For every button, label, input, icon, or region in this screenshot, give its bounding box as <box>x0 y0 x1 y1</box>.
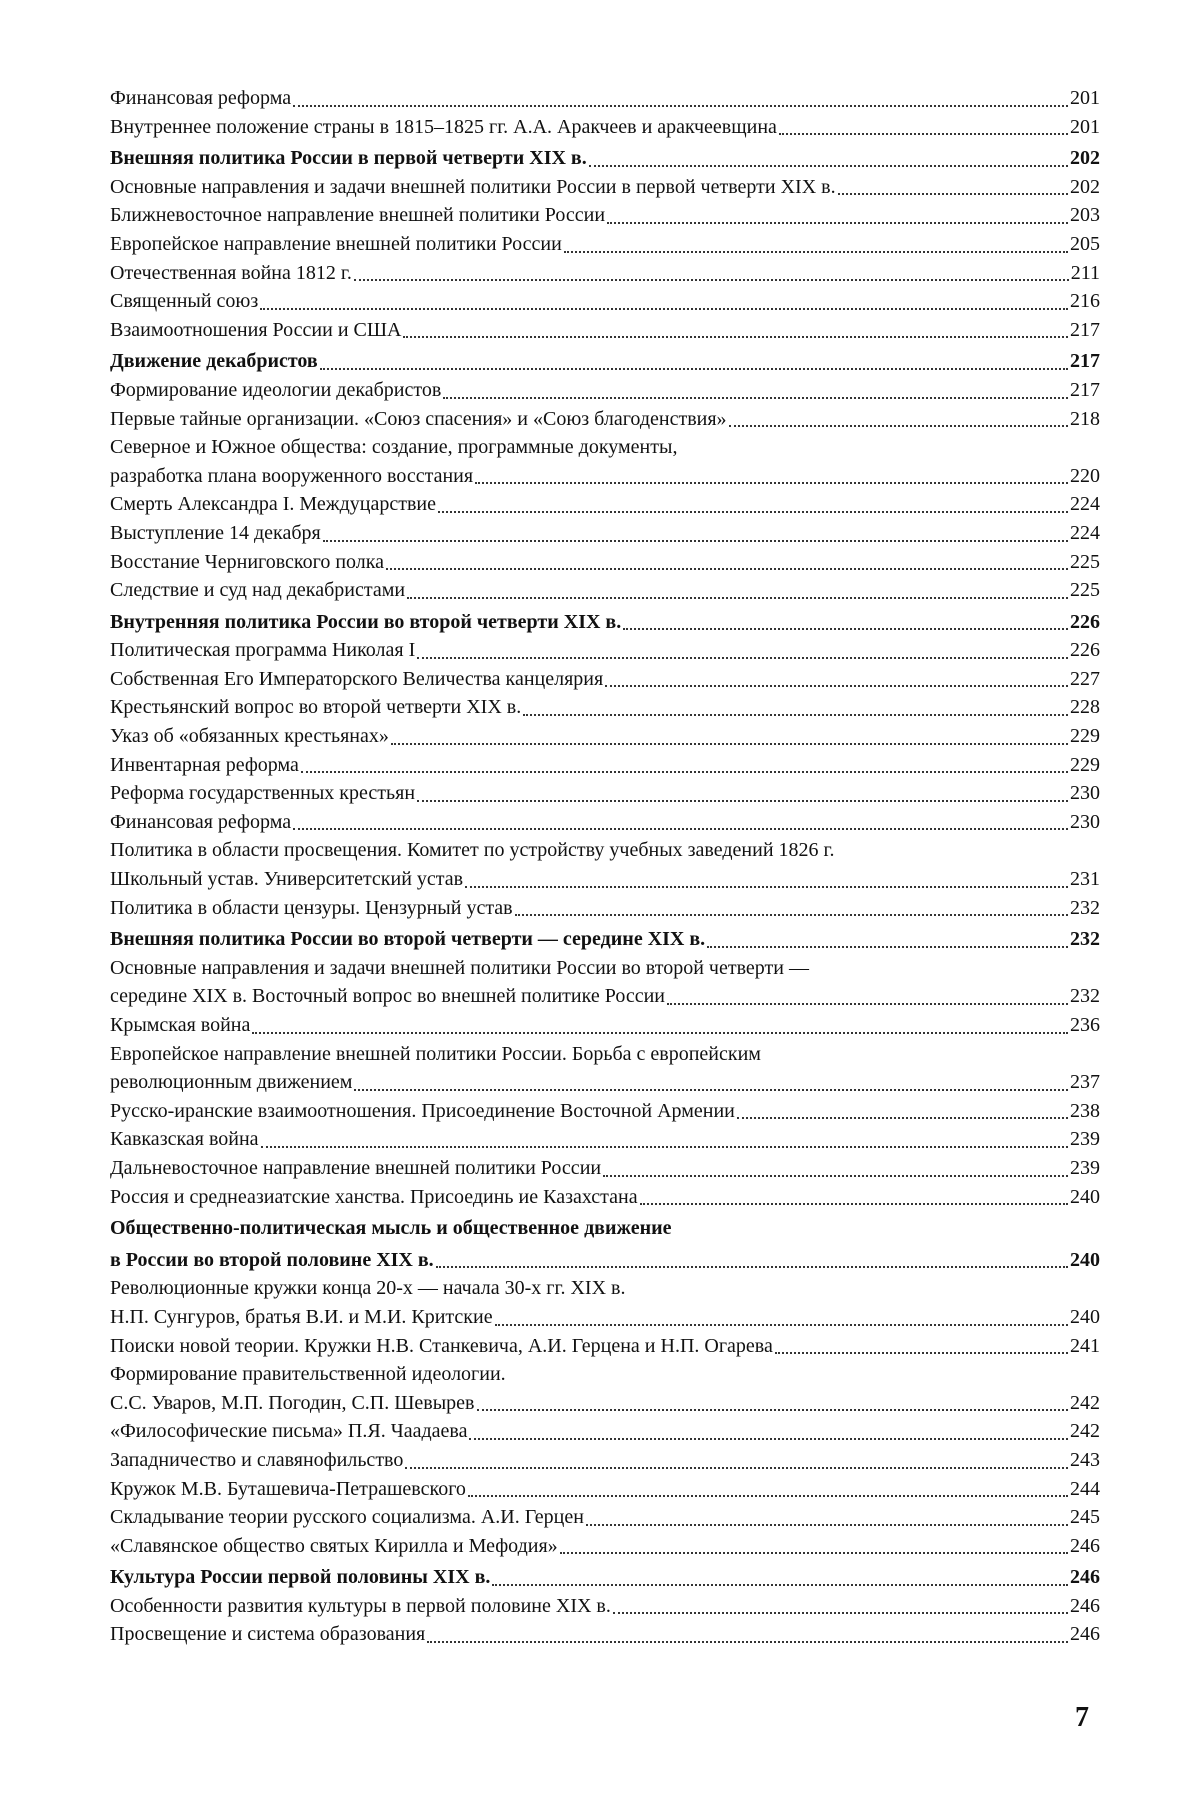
toc-entry-title: Первые тайные организации. «Союз спасения» и «Союз благоденствия» <box>110 407 727 430</box>
dot-leader <box>261 1146 1068 1148</box>
toc-entry <box>110 576 1100 605</box>
dot-leader <box>407 597 1068 599</box>
toc-entry <box>110 1097 1100 1126</box>
dot-leader <box>707 946 1068 948</box>
toc-entry-title: Русско-иранские взаимоотношения. Присоединение Восточной Армении <box>110 1099 735 1122</box>
dot-leader <box>354 1089 1068 1091</box>
toc-entry-page: 236 <box>1070 1014 1100 1036</box>
toc-entry-line: Основные направления и задачи внешней политики России во второй четверти — <box>110 956 809 979</box>
toc-entry <box>110 1503 1100 1532</box>
dot-leader <box>475 482 1068 484</box>
toc-entry-title: Складывание теории русского социализма. А.И. Герцен <box>110 1506 584 1529</box>
toc-entry-page: 232 <box>1070 985 1100 1008</box>
toc-entry <box>110 376 1100 405</box>
toc-entry-page: 246 <box>1070 1594 1100 1617</box>
toc-entry <box>110 1417 1100 1446</box>
toc-section-entry <box>110 608 1100 637</box>
toc-entry <box>110 751 1100 780</box>
toc-section-entry <box>110 144 1100 173</box>
dot-leader <box>775 1352 1068 1354</box>
toc-entry-page: 211 <box>1070 261 1100 284</box>
toc-entry-page: 218 <box>1070 407 1100 430</box>
dot-leader <box>469 1438 1068 1440</box>
toc-entry-title: Основные направления и задачи внешней политики России в первой четверти XIX в. <box>110 175 836 198</box>
toc-entry-title: Просвещение и система образования <box>110 1623 426 1646</box>
toc-entry-page: 201 <box>1070 87 1100 109</box>
toc-entry <box>110 519 1100 548</box>
table-of-contents <box>110 84 1100 1649</box>
toc-entry-page: 245 <box>1070 1506 1100 1529</box>
toc-entry <box>110 287 1100 316</box>
dot-leader <box>607 222 1068 224</box>
toc-entry-page: 225 <box>1070 579 1100 602</box>
toc-section-entry <box>110 347 1100 376</box>
toc-entry <box>110 1620 1100 1649</box>
toc-entry-page: 216 <box>1070 290 1100 313</box>
toc-entry <box>110 865 1100 894</box>
toc-entry-page: 240 <box>1070 1305 1100 1328</box>
toc-entry-title: Политическая программа Николая I <box>110 639 416 662</box>
dot-leader <box>260 308 1068 310</box>
dot-leader <box>252 1032 1068 1034</box>
toc-entry <box>110 1183 1100 1212</box>
toc-entry-title: Внешняя политика России во второй четверти — середине XIX в. <box>110 928 706 951</box>
toc-entry-page: 232 <box>1070 928 1100 951</box>
toc-entry-page: 202 <box>1070 147 1100 170</box>
toc-entry-title: Собственная Его Императорского Величества канцелярия <box>110 667 604 690</box>
toc-entry-title: Взаимоотношения России и США <box>110 318 402 341</box>
toc-entry-page: 230 <box>1070 810 1100 833</box>
toc-entry-title: Европейское направление внешней политики России <box>110 232 562 255</box>
dot-leader <box>729 425 1068 427</box>
toc-entry-title: Смерть Александра I. Междуцарствие <box>110 493 437 516</box>
dot-leader <box>354 279 1069 281</box>
dot-leader <box>436 1266 1068 1268</box>
dot-leader <box>589 165 1068 167</box>
toc-entry-page: 238 <box>1070 1099 1100 1122</box>
toc-entry-page: 227 <box>1070 667 1100 690</box>
toc-entry-title: Следствие и суд над декабристами <box>110 579 406 602</box>
toc-entry-page: 231 <box>1070 868 1100 891</box>
dot-leader <box>477 1409 1068 1411</box>
dot-leader <box>640 1203 1068 1205</box>
dot-leader <box>323 540 1068 542</box>
toc-entry-title: Восстание Черниговского полка <box>110 550 385 573</box>
toc-entry <box>110 894 1100 923</box>
toc-entry-title: Школьный устав. Университетский устав <box>110 868 464 891</box>
toc-entry-title: Дальневосточное направление внешней политики России <box>110 1156 602 1179</box>
toc-entry-title: Крестьянский вопрос во второй четверти XIX в. <box>110 696 522 719</box>
toc-entry <box>110 405 1100 434</box>
toc-entry-page: 229 <box>1070 725 1100 748</box>
toc-entry-page: 239 <box>1070 1156 1100 1179</box>
toc-entry <box>110 1532 1100 1561</box>
toc-entry-page: 241 <box>1070 1334 1100 1357</box>
toc-entry-page: 240 <box>1070 1248 1100 1271</box>
toc-section-entry <box>110 1563 1100 1592</box>
dot-leader <box>564 251 1068 253</box>
toc-entry-page: 242 <box>1070 1420 1100 1443</box>
toc-entry-line: Европейское направление внешней политики России. Борьба с европейским <box>110 1042 761 1065</box>
toc-entry-page: 246 <box>1070 1534 1100 1557</box>
toc-entry <box>110 1068 1100 1097</box>
toc-entry-title: Внутреннее положение страны в 1815–1825 гг. А.А. Аракчеев и аракчеевщина <box>110 115 777 138</box>
toc-entry <box>110 1011 1100 1040</box>
toc-entry-title: С.С. Уваров, М.П. Погодин, С.П. Шевырев <box>110 1391 475 1414</box>
toc-entry <box>110 1475 1100 1504</box>
dot-leader <box>386 568 1068 570</box>
toc-entry-page: 202 <box>1070 175 1100 198</box>
toc-entry-title: Указ об «обязанных крестьянах» <box>110 725 389 748</box>
toc-entry-title: Священный союз <box>110 290 259 313</box>
toc-section-heading-line: Общественно-политическая мысль и общественное движение <box>110 1217 672 1240</box>
dot-leader <box>495 1324 1068 1326</box>
dot-leader <box>603 1175 1068 1177</box>
dot-leader <box>405 1467 1068 1469</box>
toc-entry-title: Н.П. Сунгуров, братья В.И. и М.И. Критские <box>110 1305 493 1328</box>
dot-leader <box>492 1584 1068 1586</box>
toc-entry <box>110 316 1100 345</box>
toc-entry <box>110 1332 1100 1361</box>
toc-entry <box>110 113 1100 142</box>
dot-leader <box>468 1495 1068 1497</box>
dot-leader <box>605 685 1068 687</box>
toc-entry-title: разработка плана вооруженного восстания <box>110 464 474 487</box>
dot-leader <box>623 628 1068 630</box>
dot-leader <box>301 771 1068 773</box>
toc-entry <box>110 490 1100 519</box>
toc-entry <box>110 173 1100 202</box>
toc-entry-title: середине XIX в. Восточный вопрос во внешней политике России <box>110 985 665 1008</box>
toc-entry <box>110 230 1100 259</box>
dot-leader <box>586 1524 1068 1526</box>
toc-entry-title: Поиски новой теории. Кружки Н.В. Станкевича, А.И. Герцена и Н.П. Огарева <box>110 1334 773 1357</box>
toc-entry <box>110 201 1100 230</box>
toc-entry-line: Политика в области просвещения. Комитет по устройству учебных заведений 1826 г. <box>110 839 835 862</box>
toc-entry-title: Отечественная война 1812 г. <box>110 261 352 284</box>
toc-entry-title: Выступление 14 декабря <box>110 521 321 544</box>
toc-entry-page: 237 <box>1070 1071 1100 1094</box>
toc-entry-title: в России во второй половине XIX в. <box>110 1248 434 1271</box>
toc-entry-line: Революционные кружки конца 20-х — начала 30-х гг. XIX в. <box>110 1277 626 1300</box>
toc-entry-title: Россия и среднеазиатские ханства. Присоединь ие Казахстана <box>110 1185 638 1208</box>
toc-entry-title: «Философические письма» П.Я. Чаадаева <box>110 1420 468 1443</box>
toc-entry <box>110 1125 1100 1154</box>
toc-entry-page: 226 <box>1070 610 1100 633</box>
toc-entry-title: Кавказская война <box>110 1128 259 1151</box>
dot-leader <box>438 511 1068 513</box>
toc-entry <box>110 548 1100 577</box>
toc-entry-page: 229 <box>1070 753 1100 776</box>
toc-entry-line: Формирование правительственной идеологии. <box>110 1363 506 1386</box>
toc-entry <box>110 693 1100 722</box>
toc-entry-page: 217 <box>1070 350 1100 373</box>
dot-leader <box>293 105 1068 107</box>
dot-leader <box>779 133 1068 135</box>
dot-leader <box>465 886 1068 888</box>
toc-entry-page: 225 <box>1070 550 1100 573</box>
dot-leader <box>443 397 1068 399</box>
toc-entry-title: Внешняя политика России в первой четверти XIX в. <box>110 147 587 170</box>
toc-entry-page: 242 <box>1070 1391 1100 1414</box>
toc-entry-page: 224 <box>1070 521 1100 544</box>
dot-leader <box>613 1612 1068 1614</box>
page-number: 7 <box>1075 1702 1089 1733</box>
toc-entry <box>110 1446 1100 1475</box>
toc-entry-page: 230 <box>1070 782 1100 805</box>
toc-entry <box>110 1389 1100 1418</box>
dot-leader <box>838 193 1068 195</box>
dot-leader <box>427 1641 1068 1643</box>
toc-entry-page: 224 <box>1070 493 1100 516</box>
toc-entry-page: 246 <box>1070 1623 1100 1646</box>
toc-entry <box>110 1592 1100 1621</box>
toc-entry-title: Западничество и славянофильство <box>110 1448 404 1471</box>
toc-entry-title: Формирование идеологии декабристов <box>110 378 442 401</box>
toc-entry-page: 217 <box>1070 318 1100 341</box>
toc-entry <box>110 259 1100 288</box>
toc-entry-title: Реформа государственных крестьян <box>110 782 416 805</box>
toc-entry-title: Финансовая реформа <box>110 87 292 109</box>
toc-entry-page: 201 <box>1070 115 1100 138</box>
dot-leader <box>293 828 1068 830</box>
toc-section-entry <box>110 925 1100 954</box>
dot-leader <box>417 800 1068 802</box>
toc-entry <box>110 462 1100 491</box>
dot-leader <box>523 714 1068 716</box>
toc-entry-title: Крымская война <box>110 1014 251 1036</box>
dot-leader <box>320 368 1068 370</box>
dot-leader <box>737 1117 1068 1119</box>
toc-entry-title: «Славянское общество святых Кирилла и Мефодия» <box>110 1534 558 1557</box>
toc-entry-page: 217 <box>1070 378 1100 401</box>
toc-entry-page: 203 <box>1070 204 1100 227</box>
toc-entry-page: 228 <box>1070 696 1100 719</box>
dot-leader <box>417 657 1068 659</box>
dot-leader <box>515 914 1068 916</box>
toc-section-entry <box>110 1246 1100 1275</box>
toc-entry-page: 220 <box>1070 464 1100 487</box>
toc-entry-page: 226 <box>1070 639 1100 662</box>
dot-leader <box>391 743 1068 745</box>
toc-entry-page: 205 <box>1070 232 1100 255</box>
toc-entry-title: Движение декабристов <box>110 350 318 373</box>
toc-entry <box>110 665 1100 694</box>
toc-entry-line: Северное и Южное общества: создание, программные документы, <box>110 436 678 459</box>
toc-entry-title: Ближневосточное направление внешней политики России <box>110 204 606 227</box>
toc-entry-title: Финансовая реформа <box>110 810 292 833</box>
toc-entry-page: 243 <box>1070 1448 1100 1471</box>
toc-entry-title: Особенности развития культуры в первой половине XIX в. <box>110 1594 611 1617</box>
toc-entry <box>110 779 1100 808</box>
toc-entry-page: 244 <box>1070 1477 1100 1500</box>
toc-entry <box>110 722 1100 751</box>
toc-entry <box>110 1154 1100 1183</box>
toc-entry-page: 239 <box>1070 1128 1100 1151</box>
toc-entry <box>110 982 1100 1011</box>
toc-entry <box>110 1303 1100 1332</box>
toc-entry-page: 246 <box>1070 1566 1100 1589</box>
toc-entry-page: 240 <box>1070 1185 1100 1208</box>
toc-entry-title: Внутренняя политика России во второй четверти XIX в. <box>110 610 622 633</box>
toc-entry <box>110 636 1100 665</box>
toc-entry-title: Политика в области цензуры. Цензурный устав <box>110 896 513 919</box>
toc-entry-page: 232 <box>1070 896 1100 919</box>
toc-entry <box>110 84 1100 113</box>
toc-entry-title: Культура России первой половины XIX в. <box>110 1566 491 1589</box>
dot-leader <box>403 336 1068 338</box>
dot-leader <box>667 1003 1068 1005</box>
dot-leader <box>560 1552 1068 1554</box>
toc-entry <box>110 808 1100 837</box>
toc-entry-title: Инвентарная реформа <box>110 753 299 776</box>
toc-entry-title: революционным движением <box>110 1071 353 1094</box>
toc-entry-title: Кружок М.В. Буташевича-Петрашевского <box>110 1477 466 1500</box>
